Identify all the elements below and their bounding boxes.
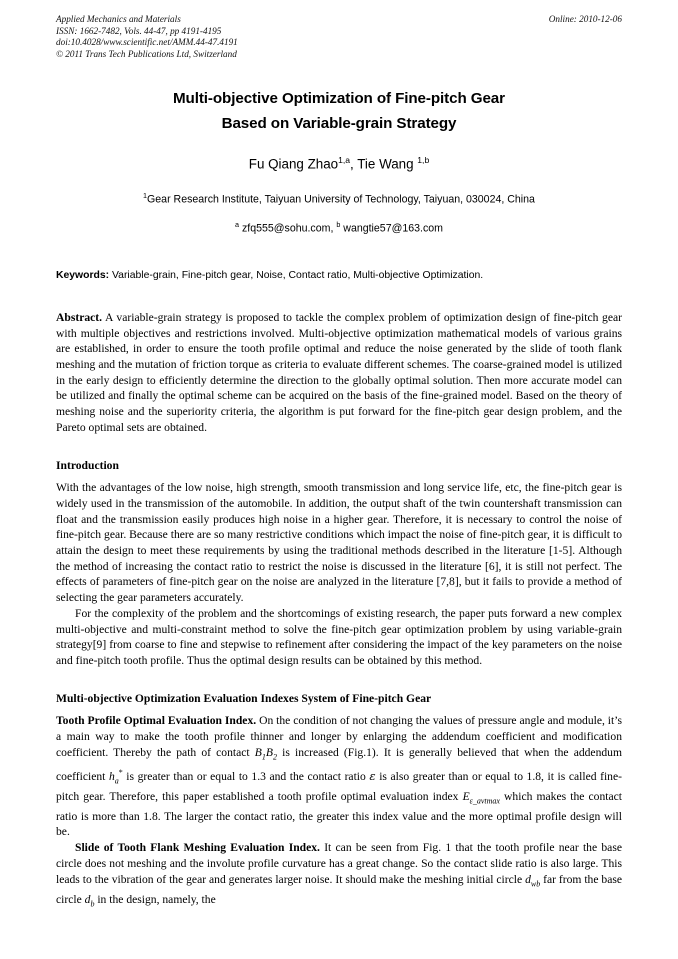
abstract-label: Abstract. [56, 310, 103, 324]
tooth-profile-paragraph [56, 713, 622, 840]
math-d-sub-wb: wb [530, 878, 541, 888]
title-block [56, 86, 622, 237]
abstract-paragraph [56, 310, 622, 436]
author-affil-marker-2: 1,b [417, 155, 430, 166]
keywords-line [56, 268, 622, 283]
tooth-profile-text-d: is also greater than or equal to 1.8, it is called fine-pitch gear. Therefore, this paper established a tooth profile optimal evaluation index [56, 769, 622, 803]
author-name-2: Tie Wang [357, 156, 418, 172]
tooth-profile-runin-heading: Tooth Profile Optimal Evaluation Index. [56, 714, 257, 728]
author-name-1: Fu Qiang Zhao [248, 156, 339, 172]
email-address-b[interactable]: wangtie57@163.com [340, 222, 443, 235]
math-d-base-wb: d [525, 872, 531, 886]
slide-index-text-b: far from the base circle [56, 872, 623, 906]
author-affil-marker-1: 1,a [338, 155, 351, 166]
math-d-base-b: d [84, 892, 91, 906]
journal-header [56, 14, 622, 60]
page-title [56, 86, 622, 136]
author-list [56, 151, 622, 173]
slide-index-text-c: in the design, namely, the [94, 892, 216, 906]
math-symbol-B1B2 [254, 745, 277, 762]
math-symbol-epsilon: ε [369, 768, 376, 783]
doi-line: doi:10.4028/www.scientific.net/AMM.44-47.4191 [56, 37, 238, 48]
email-address-a[interactable]: zfq555@sohu.com, [239, 222, 337, 235]
tooth-profile-text-e: which makes the contact ratio is more than 1.8. The larger the contact ratio, the greater this index value and the more optimal profile design will be. [56, 789, 623, 839]
author-emails [56, 217, 622, 237]
math-h-base: h [108, 769, 115, 783]
math-B-sub-1: 1 [261, 752, 266, 762]
keywords-label: Keywords: [56, 269, 110, 281]
section-heading-evaluation-indexes: Multi-objective Optimization Evaluation Indexes System of Fine-pitch Gear [56, 691, 432, 705]
tooth-profile-text-a: On the condition of not changing the values of pressure angle and module, it’s a main way to make the tooth profile thinner and longer by enlarging the addendum coefficient and modification coefficient. Thereby the path of contact [56, 714, 622, 759]
tooth-profile-text-b: is increased (Fig.1). It is generally believed that when the addendum coefficient [56, 745, 622, 783]
slide-index-text-a: It can be seen from Fig. 1 that the tooth profile near the base circle does not meshing and the involute profile curvature has a great change. So the contact slide ratio is also large. This leads to the vibration of the gear and generates larger noise. It should make the meshing initial circle [56, 841, 622, 886]
keywords-value: Variable-grain, Fine-pitch gear, Noise, Contact ratio, Multi-objective Optimization. [109, 269, 484, 281]
copyright-line: © 2011 Trans Tech Publications Ltd, Switzerland [56, 48, 237, 59]
math-symbol-E-eps-avtmax [463, 790, 500, 803]
title-line-1: Multi-objective Optimization of Fine-pitch Gear [173, 90, 505, 108]
abstract-text: A variable-grain strategy is proposed to tackle the complex problem of optimization design of fine-pitch gear with multiple objectives and restrictions involved. Multi-objective optimization mathematical models of various grains are established, in order to ensure the tooth profile optimal and reduce the noise generated by the slide of tooth flank meshing and the mutation of friction torque as criteria to evaluate different schemes. The coarse-grained model is utilized in the early design to efficiently determine the direction to the globally optimal solution. Then more accurate model can be utilized and finally the optimal scheme can be acquired on the basis of the fine-grained model. Based on the theory of meshing noise and the superiority criteria, the algorithm is put forward for the fine-pitch gear design problem, and the Pareto optimal sets are obtained. [56, 310, 622, 434]
email-marker-b: b [336, 220, 341, 230]
math-B-sub-2: 2 [272, 752, 277, 762]
section-heading-introduction: Introduction [56, 458, 119, 472]
journal-name: Applied Mechanics and Materials [56, 14, 181, 24]
math-h-sup: * [118, 767, 123, 777]
math-symbol-ha-star [108, 767, 123, 785]
slide-index-runin-heading: Slide of Tooth Flank Meshing Evaluation Index. [75, 841, 320, 855]
math-B-base-1: B [254, 745, 262, 759]
issn-line: ISSN: 1662-7482, Vols. 44-47, pp 4191-4195 [56, 25, 222, 36]
affiliation-text: Gear Research Institute, Taiyuan University of Technology, Taiyuan, 030024, China [147, 193, 535, 206]
math-symbol-db [85, 893, 95, 906]
online-date: Online: 2010-12-06 [548, 14, 622, 24]
math-E-base: E [462, 789, 470, 803]
author-separator: , [350, 156, 358, 172]
math-h-sub: a [114, 775, 119, 785]
affiliation-marker: 1 [143, 190, 148, 200]
introduction-paragraph-2: For the complexity of the problem and the shortcomings of existing research, the paper puts forward a new complex multi-objective and multi-constraint method to solve the fine-pitch gear optimization problem by using variable-grain strategy[9] from coarse to fine and stepwise to refinement after considering the impact of the key parameters on the noise and fine-pitch tooth profile. Thus the optimal design results can be obtained by this method. [56, 606, 622, 667]
tooth-profile-text-c: is greater than or equal to 1.3 and the contact ratio [122, 769, 370, 783]
slide-index-paragraph [56, 840, 622, 911]
introduction-paragraph-1: With the advantages of the low noise, high strength, smooth transmission and long service life, etc, the fine-pitch gear is widely used in the transmission of the automobile. In addition, the output shaft of the twin countershaft transmission can float and the transmission easily produces high noise in a higher gear. Therefore, it is necessary to control the noise of fine-pitch gear. Because there are so many restrictive conditions which impact the noise of fine-pitch gear, it is difficult to attain the design to meet these requirements by using the traditional methods described in the literature [1-5]. Although the method of increasing the contact ratio to restrict the noise is discussed in the literature [6], it is still not perfect. The effects of parameters of fine-pitch gear on the noise are analyzed in the literature [7,8], but it fails to provide a method of selecting the gear parameters accurately. [56, 481, 622, 605]
math-d-sub-b: b [90, 898, 95, 908]
title-line-2: Based on Variable-grain Strategy [221, 115, 457, 133]
math-symbol-dwb [525, 873, 540, 886]
email-marker-a: a [235, 220, 240, 230]
math-E-sub: ε_avtmax [469, 795, 500, 805]
affiliation [56, 188, 622, 208]
math-B-base-2: B [265, 745, 273, 759]
